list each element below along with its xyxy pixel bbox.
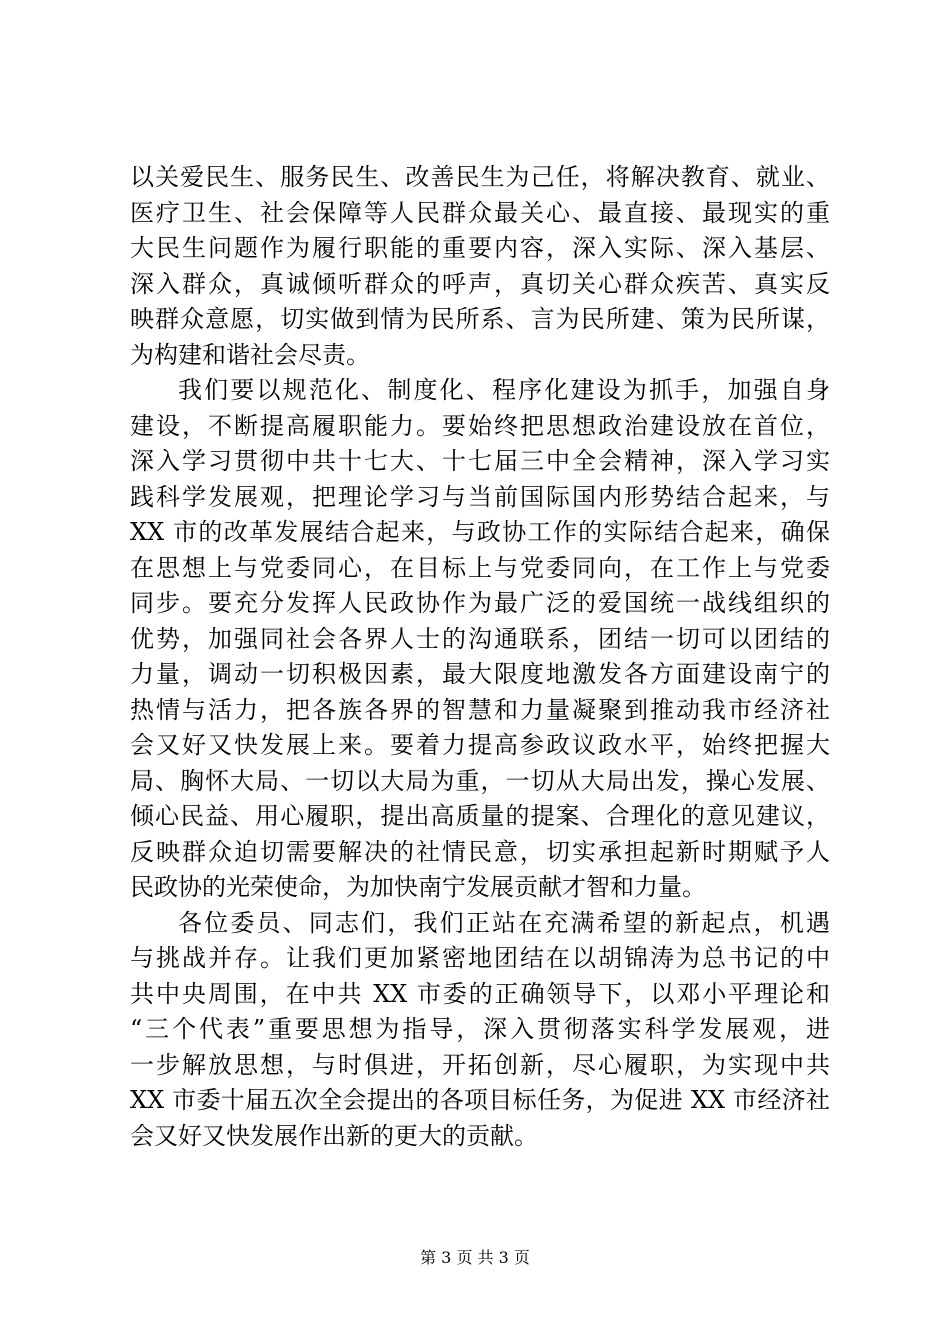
text-line: “三个代表”重要思想为指导，深入贯彻落实科学发展观，进 [130, 1015, 830, 1043]
paragraph-2 [130, 373, 830, 906]
text-line: 践科学发展观，把理论学习与当前国际国内形势结合起来，与 [130, 482, 830, 511]
page-footer: 第 3 页 共 3 页 [420, 1248, 530, 1267]
text-line: 会又好又快发展作出新的更大的贡献。 [130, 1121, 538, 1150]
text-line: XX 市委十届五次全会提出的各项目标任务，为促进 XX 市经济社 [130, 1086, 830, 1114]
text-line: 力量，调动一切积极因素，最大限度地激发各方面建设南宁的 [130, 660, 830, 688]
text-line: 建设，不断提高履职能力。要始终把思想政治建设放在首位， [130, 411, 830, 440]
text-line: XX 市的改革发展结合起来，与政协工作的实际结合起来，确保 [130, 518, 830, 546]
text-line: 局、胸怀大局、一切以大局为重，一切从大局出发，操心发展、 [130, 766, 830, 795]
text-line: 深入学习贯彻中共十七大、十七届三中全会精神，深入学习实 [130, 447, 830, 475]
text-line: 热情与活力，把各族各界的智慧和力量凝聚到推动我市经济社 [130, 695, 830, 724]
text-line: 我们要以规范化、制度化、程序化建设为抓手，加强自身 [178, 376, 830, 404]
text-line: 倾心民益、用心履职，提出高质量的提案、合理化的意见建议， [130, 802, 830, 830]
text-line: 大民生问题作为履行职能的重要内容，深入实际、深入基层、 [130, 234, 830, 262]
text-line: 共中央周围，在中共 XX 市委的正确领导下，以邓小平理论和 [130, 979, 830, 1008]
text-line: 为构建和谐社会尽责。 [130, 340, 370, 369]
text-line: 反映群众迫切需要解决的社情民意，切实承担起新时期赋予人 [130, 837, 830, 866]
text-line: 会又好又快发展上来。要着力提高参政议政水平，始终把握大 [130, 731, 830, 759]
paragraph-1 [130, 160, 830, 373]
text-line: 各位委员、同志们，我们正站在充满希望的新起点，机遇 [178, 908, 830, 937]
text-line: 在思想上与党委同心，在目标上与党委同向，在工作上与党委 [130, 553, 830, 582]
text-line: 医疗卫生、社会保障等人民群众最关心、最直接、最现实的重 [130, 198, 830, 227]
document-body [130, 160, 830, 1154]
text-line: 民政协的光荣使命，为加快南宁发展贡献才智和力量。 [130, 873, 706, 901]
text-line: 与挑战并存。让我们更加紧密地团结在以胡锦涛为总书记的中 [130, 944, 830, 972]
text-line: 映群众意愿，切实做到情为民所系、言为民所建、策为民所谋， [130, 305, 830, 333]
text-line: 以关爱民生、服务民生、改善民生为己任，将解决教育、就业、 [130, 163, 830, 191]
text-line: 优势，加强同社会各界人士的沟通联系，团结一切可以团结的 [130, 624, 830, 653]
paragraph-3 [130, 906, 830, 1155]
text-line: 一步解放思想，与时俱进，开拓创新，尽心履职，为实现中共 [130, 1050, 830, 1079]
text-line: 同步。要充分发挥人民政协作为最广泛的爱国统一战线组织的 [130, 589, 830, 617]
text-line: 深入群众，真诚倾听群众的呼声，真切关心群众疾苦、真实反 [130, 269, 830, 298]
